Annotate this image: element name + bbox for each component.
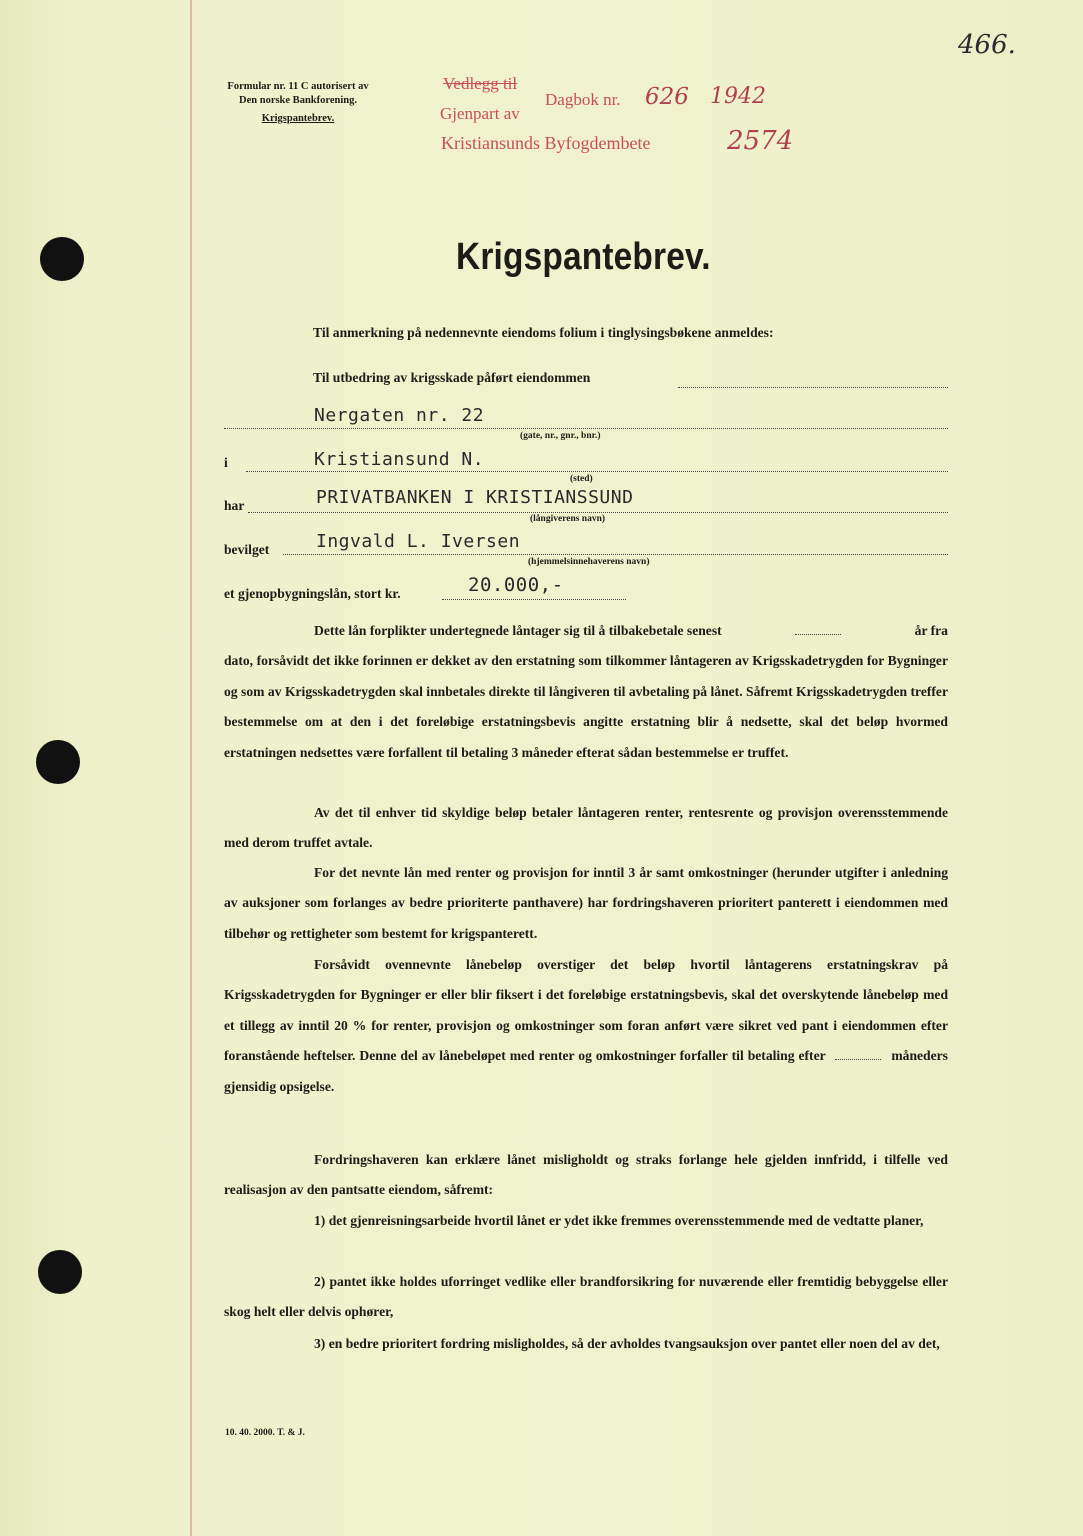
punch-hole-middle: [36, 740, 80, 784]
paragraph-lien: [224, 858, 948, 949]
owner-line: [283, 554, 948, 555]
condition-2-text: 2) pantet ikke holdes uforringet vedlike eller brandforsikring for nuværende eller fremtidig bebyggelse eller skog helt eller delvis ophører,: [224, 1274, 948, 1320]
condition-3-text: 3) en bedre prioritert fordring misligholdes, så der avholdes tvangsauksjon over pantet eller noen del av det,: [314, 1336, 940, 1351]
lender-line: [248, 512, 948, 513]
form-line-3: Krigspantebrev.: [261, 113, 335, 124]
lender-caption: (långiverens navn): [530, 514, 606, 524]
form-line-1: Formular nr. 11 C autorisert av: [227, 81, 369, 92]
repayment-text-b: år fra: [914, 623, 948, 638]
loan-amount: 20.000,-: [468, 574, 564, 596]
owner-value: Ingvald L. Iversen: [316, 531, 521, 552]
form-line-2: Den norske Bankforening.: [239, 95, 357, 106]
intro-text: Til anmerkning på nedennevnte eiendoms folium i tinglysingsbøkene anmeldes:: [313, 325, 774, 340]
months-blank: [835, 1045, 881, 1060]
loan-line: [442, 599, 626, 600]
default-text: Fordringshaveren kan erklære lånet misligholdt og straks forlange hele gjelden innfridd, i tilfelle ved realisasjon av den pantsatte eiendom, såfremt:: [224, 1152, 948, 1198]
condition-item-1: [224, 1206, 948, 1236]
place-caption: (sted): [570, 474, 593, 484]
stamp-office: Kristiansunds Byfogdembete: [441, 133, 651, 153]
condition-item-2: [224, 1267, 948, 1328]
handwritten-year: 1942: [710, 84, 766, 109]
excess-text: Forsåvidt ovennevnte lånebeløp overstiger det beløp hvortil låntagerens erstatningskrav på Krigsskadetrygden for Bygninger er eller blir fiksert i det foreløbige erstatningsbevis, skal det overskytende lånebeløp med et tillegg av inntil 20 % for renter, provisjon og omkostninger som foran anført være sikret ved pant i eiendommen efter foranstående heftelser. Denne del av lånebeløpet med renter og omkostninger forfaller til betaling efter: [224, 957, 948, 1064]
stamp-dagbok: Dagbok nr.: [545, 90, 621, 109]
stamp-gjenpart: Gjenpart av: [440, 104, 520, 123]
punch-hole-top: [40, 237, 84, 281]
paragraph-repayment: [224, 616, 948, 768]
property-label: Til utbedring av krigsskade påført eiendommen: [313, 370, 591, 385]
paragraph-default: [224, 1145, 948, 1206]
repayment-years-blank: [795, 616, 841, 635]
interest-text: Av det til enhver tid skyldige beløp betaler låntageren renter, rentesrente og provisjon overensstemmende med derom truffet avtale.: [224, 805, 948, 851]
paragraph-repayment-first-line: [224, 616, 948, 646]
address-value: Nergaten nr. 22: [314, 405, 485, 426]
owner-label: bevilget: [224, 542, 270, 557]
loan-label: et gjenopbygningslån, stort kr.: [224, 586, 401, 601]
address-line: [224, 428, 948, 429]
excess-end: måneders gjensidig opsigelse.: [224, 1048, 948, 1094]
condition-1-text: 1) det gjenreisningsarbeide hvortil lånet er ydet ikke fremmes overensstemmende med de vedtatte planer,: [314, 1213, 924, 1228]
address-caption: (gate, nr., gnr., bnr.): [520, 431, 601, 441]
place-label: i: [224, 455, 228, 470]
margin-rule: [190, 0, 192, 1536]
lender-label: har: [224, 498, 245, 513]
place-line: [246, 471, 948, 472]
paragraph-interest: [224, 798, 948, 859]
lien-text: For det nevnte lån med renter og provisjon for inntil 3 år samt omkostninger (herunder utgifter i anledning av auksjoner som forlanges av bedre prioriterte panthavere) har fordringshaveren prioritert panterett i eiendommen med tilbehør og rettigheter som bestemt for krigspanterett.: [224, 865, 948, 941]
document-title: Krigspantebrev.: [456, 236, 711, 278]
repayment-text-a: Dette lån forplikter undertegnede låntager sig til å tilbakebetale senest: [314, 623, 722, 638]
form-header: [203, 80, 393, 126]
property-line: [678, 387, 948, 388]
stamp-vedlegg: Vedlegg til: [443, 74, 518, 93]
paragraph-excess: [224, 950, 948, 1102]
lender-value: PRIVATBANKEN I KRISTIANSSUND: [316, 487, 634, 508]
punch-hole-bottom: [38, 1250, 82, 1294]
owner-caption: (hjemmelsinnehaverens navn): [528, 557, 650, 567]
page-number: 466.: [958, 30, 1016, 60]
print-code: 10. 40. 2000. T. & J.: [225, 1428, 305, 1438]
place-value: Kristiansund N.: [314, 449, 485, 470]
condition-item-3: [224, 1329, 948, 1359]
handwritten-subnumber: 2574: [727, 126, 794, 156]
repayment-text-rest: dato, forsåvidt det ikke forinnen er dekket av den erstatning som tilkommer låntageren av Krigsskadetrygden for Bygninger og som av Krigsskadetrygden skal innbetales direkte til långiveren til avbetaling på lånet. Såfremt Krigsskadetrygden treffer bestemmelse om at den i det foreløbige erstatningsbevis angitte erstatning blir å nedsette, skal det beløp hvormed erstatningen nedsettes være forfallent til betaling 3 måneder efterat sådan bestemmelse er truffet.: [224, 653, 948, 760]
handwritten-dagbok-number: 626: [645, 84, 689, 110]
